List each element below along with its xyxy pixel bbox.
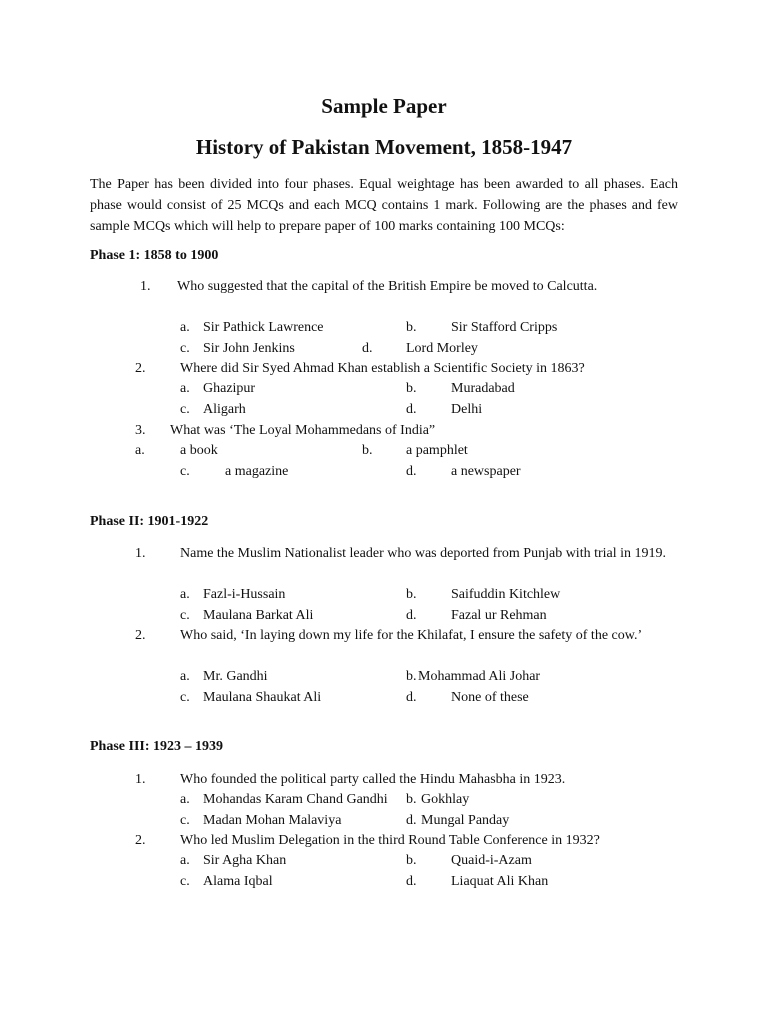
question-text: Who founded the political party called the Hindu Mahasbha in 1923.	[180, 772, 566, 787]
page-title: Sample Paper	[321, 94, 447, 118]
phase-1-heading: Phase 1: 1858 to 1900	[90, 248, 219, 263]
question-number: 3.	[135, 423, 146, 438]
option-text: a newspaper	[451, 464, 521, 479]
question-text: Name the Muslim Nationalist leader who was deported from Punjab with trial in 1919.	[180, 546, 667, 561]
option-letter: c.	[180, 813, 190, 828]
option-letter: d.	[406, 402, 417, 417]
page-subtitle: History of Pakistan Movement, 1858-1947	[195, 135, 573, 159]
question-text: What was ‘The Loyal Mohammedans of India”	[170, 423, 436, 438]
question-number: 1.	[140, 279, 151, 294]
option-letter: a.	[135, 443, 145, 458]
option-letter: a.	[180, 381, 190, 396]
option-letter: d.	[406, 874, 417, 889]
option-letter: c.	[180, 608, 190, 623]
option-text: Sir John Jenkins	[203, 341, 295, 356]
option-letter: b.	[406, 853, 417, 868]
option-text: Gokhlay	[421, 792, 470, 807]
option-text: None of these	[451, 690, 529, 705]
option-text: Quaid-i-Azam	[451, 853, 532, 868]
option-text: Ghazipur	[203, 381, 256, 396]
option-letter: b.	[406, 669, 417, 684]
option-letter: c.	[180, 464, 190, 479]
option-text: Delhi	[451, 402, 483, 417]
question-number: 1.	[135, 772, 146, 787]
intro-paragraph: The Paper has been divided into four phases. Equal weightage has been awarded to all phases. Each phase would consist of 25 MCQs and each MCQ contains 1 mark. Following are the phases and few sample MCQs which will help to prepare paper of 100 marks containing 100 MCQs:	[90, 177, 678, 234]
option-text: Lord Morley	[406, 341, 478, 356]
option-text: Saifuddin Kitchlew	[451, 587, 561, 602]
option-text: Alama Iqbal	[203, 874, 273, 889]
option-letter: a.	[180, 669, 190, 684]
option-letter: b.	[362, 443, 373, 458]
question-number: 2.	[135, 833, 146, 848]
option-text: Mungal Panday	[421, 813, 510, 828]
question-text: Where did Sir Syed Ahmad Khan establish a Scientific Society in 1863?	[180, 361, 585, 376]
option-letter: d.	[406, 464, 417, 479]
question-number: 1.	[135, 546, 146, 561]
option-letter: a.	[180, 587, 190, 602]
option-letter: d.	[406, 813, 417, 828]
option-letter: d.	[406, 690, 417, 705]
question-text: Who suggested that the capital of the British Empire be moved to Calcutta.	[177, 279, 598, 294]
option-text: Madan Mohan Malaviya	[203, 813, 342, 828]
option-text: a pamphlet	[406, 443, 468, 458]
option-text: Maulana Barkat Ali	[203, 608, 314, 623]
option-letter: b.	[406, 381, 417, 396]
option-text: Sir Stafford Cripps	[451, 320, 558, 335]
option-text: Mohandas Karam Chand Gandhi	[203, 792, 388, 807]
option-text: Aligarh	[203, 402, 246, 417]
option-text: Liaquat Ali Khan	[451, 874, 549, 889]
option-letter: a.	[180, 792, 190, 807]
option-letter: b.	[406, 320, 417, 335]
option-letter: d.	[362, 341, 373, 356]
option-letter: c.	[180, 341, 190, 356]
option-text: Muradabad	[451, 381, 515, 396]
option-letter: a.	[180, 853, 190, 868]
question-text: Who said, ‘In laying down my life for the Khilafat, I ensure the safety of the cow.’	[180, 628, 643, 643]
question-text: Who led Muslim Delegation in the third Round Table Conference in 1932?	[180, 833, 600, 848]
option-letter: c.	[180, 402, 190, 417]
option-letter: d.	[406, 608, 417, 623]
option-letter: b.	[406, 792, 417, 807]
option-text: Sir Pathick Lawrence	[203, 320, 324, 335]
option-letter: c.	[180, 874, 190, 889]
option-letter: b.	[406, 587, 417, 602]
option-text: Fazl-i-Hussain	[203, 587, 286, 602]
option-letter: c.	[180, 690, 190, 705]
phase-2-heading: Phase II: 1901-1922	[90, 514, 209, 529]
option-letter: a.	[180, 320, 190, 335]
question-number: 2.	[135, 361, 146, 376]
option-text: Mr. Gandhi	[203, 669, 268, 684]
option-text: Mohammad Ali Johar	[418, 669, 541, 684]
option-text: Sir Agha Khan	[203, 853, 287, 868]
option-text: a book	[180, 443, 218, 458]
question-number: 2.	[135, 628, 146, 643]
option-text: a magazine	[225, 464, 289, 479]
phase-3-heading: Phase III: 1923 – 1939	[90, 739, 224, 754]
option-text: Fazal ur Rehman	[451, 608, 547, 623]
option-text: Maulana Shaukat Ali	[203, 690, 322, 705]
